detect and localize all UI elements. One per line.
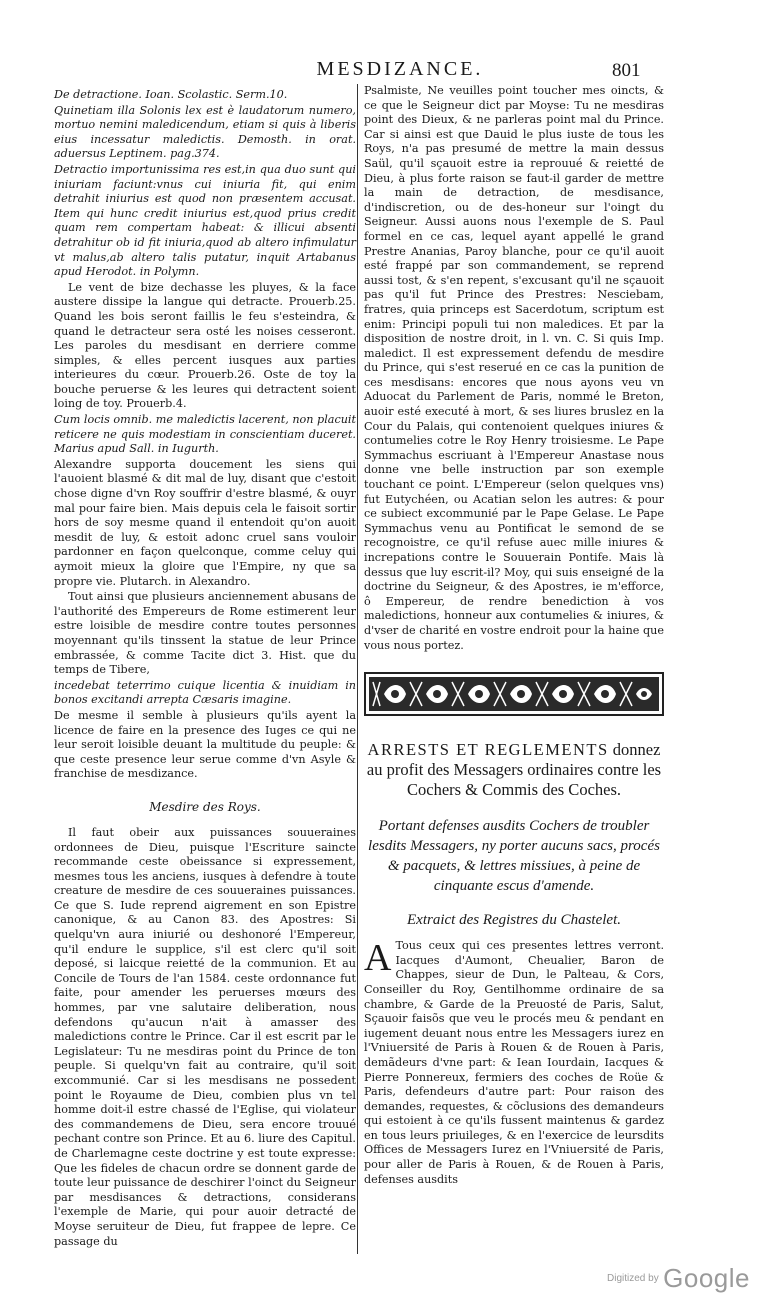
latin-quote-paragraph: Cum locis omnib. me maledictis lacerent, non placuit reticere ne quis modestiam in conscientiam duceret. Marius apud Sall. in Iugurth. — [54, 413, 356, 456]
citation-paragraph: De detractione. Ioan. Scolastic. Serm.10. — [54, 88, 288, 101]
arrest-subtitle: Portant defenses ausdits Cochers de troubler lesdits Messagers, ny porter aucuns sacs, procés & pacquets, & lettres missiues, à peine de cinquante escus d'amende. — [368, 818, 660, 895]
text-paragraph: Tout ainsi que plusieurs anciennement abusans de l'authorité des Empereurs de Rome estimerent leur estre loisible de mesdire contre toutes personnes moyennant qu'ils tinssent la statue de leur Prince embrassée, & comme Tacite dict 3. Hist. que du temps de Tibere, — [54, 590, 356, 677]
extract-heading: Extraict des Registres du Chastelet. — [407, 912, 621, 929]
right-column — [364, 84, 664, 1188]
section-heading: Mesdire des Roys. — [149, 799, 261, 814]
text-paragraph: Psalmiste, Ne veuilles point toucher mes oincts, & ce que le Seigneur dict par Moyse: Tu ne mesdiras point des Dieux, & ne parleras point mal du Prince. Car si ainsi est que Dauid le plus iuste de tous les Roys, n'a pas presumé de mettre la main dessus Saül, qu'il sçauoit estre ia reprouué & reietté de Dieu, à plus forte raison se faut-il garder de mettre la main de detraction, de mesdisance, d'indiscretion, ou de des-honeur sur l'oingt du Seigneur. Aussi auons nous l'exemple de S. Paul formel en ce cas, lequel ayant appellé le grand Prestre Ananias, Paroy blanche, pour ce qu'il auoit esté frappé par son commandement, se reprend aussi tost, & s'en repent, s'excusant qu'il ne sçauoit pas qu'il fut Prince des Prestres: Nesciebam, fratres, quia princeps est Sacerdotum, scriptum est enim: Principi populi tui non maledices. Et par la disposition de nostre droit, in l. vn. C. Si quis Imp. maledict. Il est expressement defendu de mesdire du Prince, qui s'est reserué en ce cas la punition de ces mesdisans: encores que nous ayons veu vn Aduocat du Parlement de Paris, nommé le Breton, auoir esté executé à mort, & ses liures bruslez en la Cour du Palais, qui contenoient quelques iniures & contumelies cotre le Roy Henry troisiesme. Le Pape Symmachus escriuant à l'Empereur Anastase nous donne vne belle instruction par son exemple touchant ce point. L'Empereur (selon quelques vns) fut Eutychéen, ou Acatian selon les autres: & pour ce subiect excommunié par le Pape Gelase. Le Pape Symmachus venu au Pontificat le semond de se recognoistre, ce qu'il refuse auec mille iniures & increpations contre le Souuerain Pontife. Mais là dessus que luy escrit-il? Moy, qui suis enseigné de la doctrine du Seigneur, & des Apostres, ie m'efforce, ô Empereur, de rendre benediction à vos maledictions, honneur aux contumelies & iniures, & d'vser de charité en vostre endroit pour la haine que vous nous portez. — [364, 84, 664, 652]
column-divider — [357, 84, 358, 1254]
arrest-title-rest: donnez au profit des Messagers ordinaires contre les Cochers & Commis des Coches. — [366, 740, 662, 800]
arrest-title-caps: ARRESTS ET REGLEMENTS — [367, 740, 609, 760]
body-text: Tous ceux qui ces presentes lettres verront. Iacques d'Aumont, Cheualier, Baron de Chappes, sieur de Dun, le Palteau, & Cors, Conseiller du Roy, Gentilhomme ordinaire de sa chambre, & Garde de la Preuosté de Paris, Salut, Sçauoir faisõs que veu le procés meu & pendant en iugement deuant nous entre les Messagers iurez en l'Vniuersité de Paris à Rouen & de Rouen à Paris, demãdeurs d'vne part: & Iean Iourdain, Iacques & Pierre Ponnereux, fermiers des coches de Roüe & Paris, defendeurs d'autre part: Pour raison des demandes, requestes, & cõclusions des demandeurs qui estoient à ce qu'ils fussent maintenus & gardez en tous leurs priuileges, & en l'exercice de leursdits Offices de Messagers Iurez en l'Vniuersité de Paris, pour aller de Paris à Rouen, & de Rouen à Paris, defenses ausdits — [364, 939, 664, 1186]
ornament-band — [364, 672, 664, 716]
latin-quote-paragraph: incedebat teterrimo cuique licentia & inuidiam in bonos excitandi arrepta Cæsaris imagine. — [54, 678, 356, 707]
page-number: 801 — [612, 60, 641, 81]
watermark-prefix: Digitized by — [607, 1273, 659, 1284]
digitized-watermark — [607, 1263, 750, 1294]
arrest-title — [364, 740, 664, 800]
running-title: MESDIZANCE. — [316, 58, 484, 80]
text-paragraph: De mesme il semble à plusieurs qu'ils ayent la licence de faire en la presence des Iuges ce qui ne leur seroit loisible deuant la multitude du peuple: & que ceste presence leur serue comme d'vn Asyle & franchise de mesdizance. — [54, 708, 356, 781]
body-paragraph — [364, 939, 664, 1187]
google-logo: Google — [663, 1263, 750, 1293]
left-column — [54, 84, 356, 1250]
text-paragraph: Alexandre supporta doucement les siens qui l'auoient blasmé & dit mal de luy, disant que c'estoit chose digne d'vn Roy souffrir d'estre blasmé, & ouyr mal pour faire bien. Mais depuis cela le faisoit sortir hors de soy mesme quand il entendoit qu'on auoit mesdit de luy, & estoit adonc cruel sans vouloir pardonner en façon quelconque, comme celuy qui aymoit mieux la gloire que l'Empire, ny que sa propre vie. Plutarch. in Alexandro. — [54, 457, 356, 588]
latin-quote-paragraph: Quinetiam illa Solonis lex est è laudatorum numero, mortuo nemini maledicendum, etiam si quis à liberis eius incessatur maledictis. Demosth. in orat. aduersus Leptinem. pag.374. — [54, 103, 356, 161]
text-paragraph: Il faut obeir aux puissances souueraines ordonnees de Dieu, puisque l'Escriture saincte recommande ceste obeissance si expressement, mesmes tous les anciens, iusques à defendre à toute creature de mesdire de ces souueraines puissances. Ce que S. Iude reprend aigrement en son Epistre canonique, & au Canon 83. des Apostres: Si quelqu'vn aura iniurié ou deshonoré l'Empereur, qu'il endure le supplice, s'il est clerc qu'il soit deposé, si laicque reietté de la communion. Et au Concile de Tours de l'an 1584. ceste ordonnance fut faite, pour amender les peruerses mœurs des hommes, par vne salutaire deliberation, nous defendons qu'aucun n'ait à amasser des maledictions contre le Prince. Car il est escrit par le Legislateur: Tu ne mesdiras point du Prince de ton peuple. Si quelqu'vn fait au contraire, qu'il soit excommunié. Car si les mesdisans ne possedent point le Royaume de Dieu, combien plus vn tel homme doit-il estre chassé de l'Eglise, qui violateur des commandemens de Dieu, sera encore trouué pechant contre son Prince. Et au 6. liure des Capitul. de Charlemagne ceste doctrine y est toute expresse: Que les fideles de chacun ordre se donnent garde de toute leur puissance de deschirer l'oinct du Seigneur par mesdisances & detractions, considerans l'exemple de Marie, qui pour auoir detracté de Moyse seruiteur de Dieu, fut frappee de lepre. Ce passage du — [54, 825, 356, 1248]
latin-quote-paragraph: Detractio importunissima res est,in qua duo sunt qui iniuriam faciunt:vnus cui iniuria fit, qui enim detrahit iniurius est quod non præsentem accusat. Item qui hunc credit iniurius est,quod prius credit quam rem compertam habeat: & illicui absenti detrahitur ob id fit iniuria,quod ab altero infimulatur vt malus,ab altero talis putatur, inquit Artabanus apud Herodot. in Polymn. — [54, 162, 356, 279]
text-paragraph: Le vent de bize dechasse les pluyes, & la face austere dissipe la langue qui detracte. Prouerb.25. Quand les bois seront faillis le feu s'esteindra, & quand le detracteur sera osté les noises cesseront. Les paroles du mesdisant en derriere comme simples, & elles percent iusques aux parties interieures du cœur. Prouerb.26. Oste de toy la bouche peruerse & les leures qui detractent soient loing de toy. Prouerb.4. — [54, 280, 356, 411]
drop-cap: A — [364, 937, 392, 980]
